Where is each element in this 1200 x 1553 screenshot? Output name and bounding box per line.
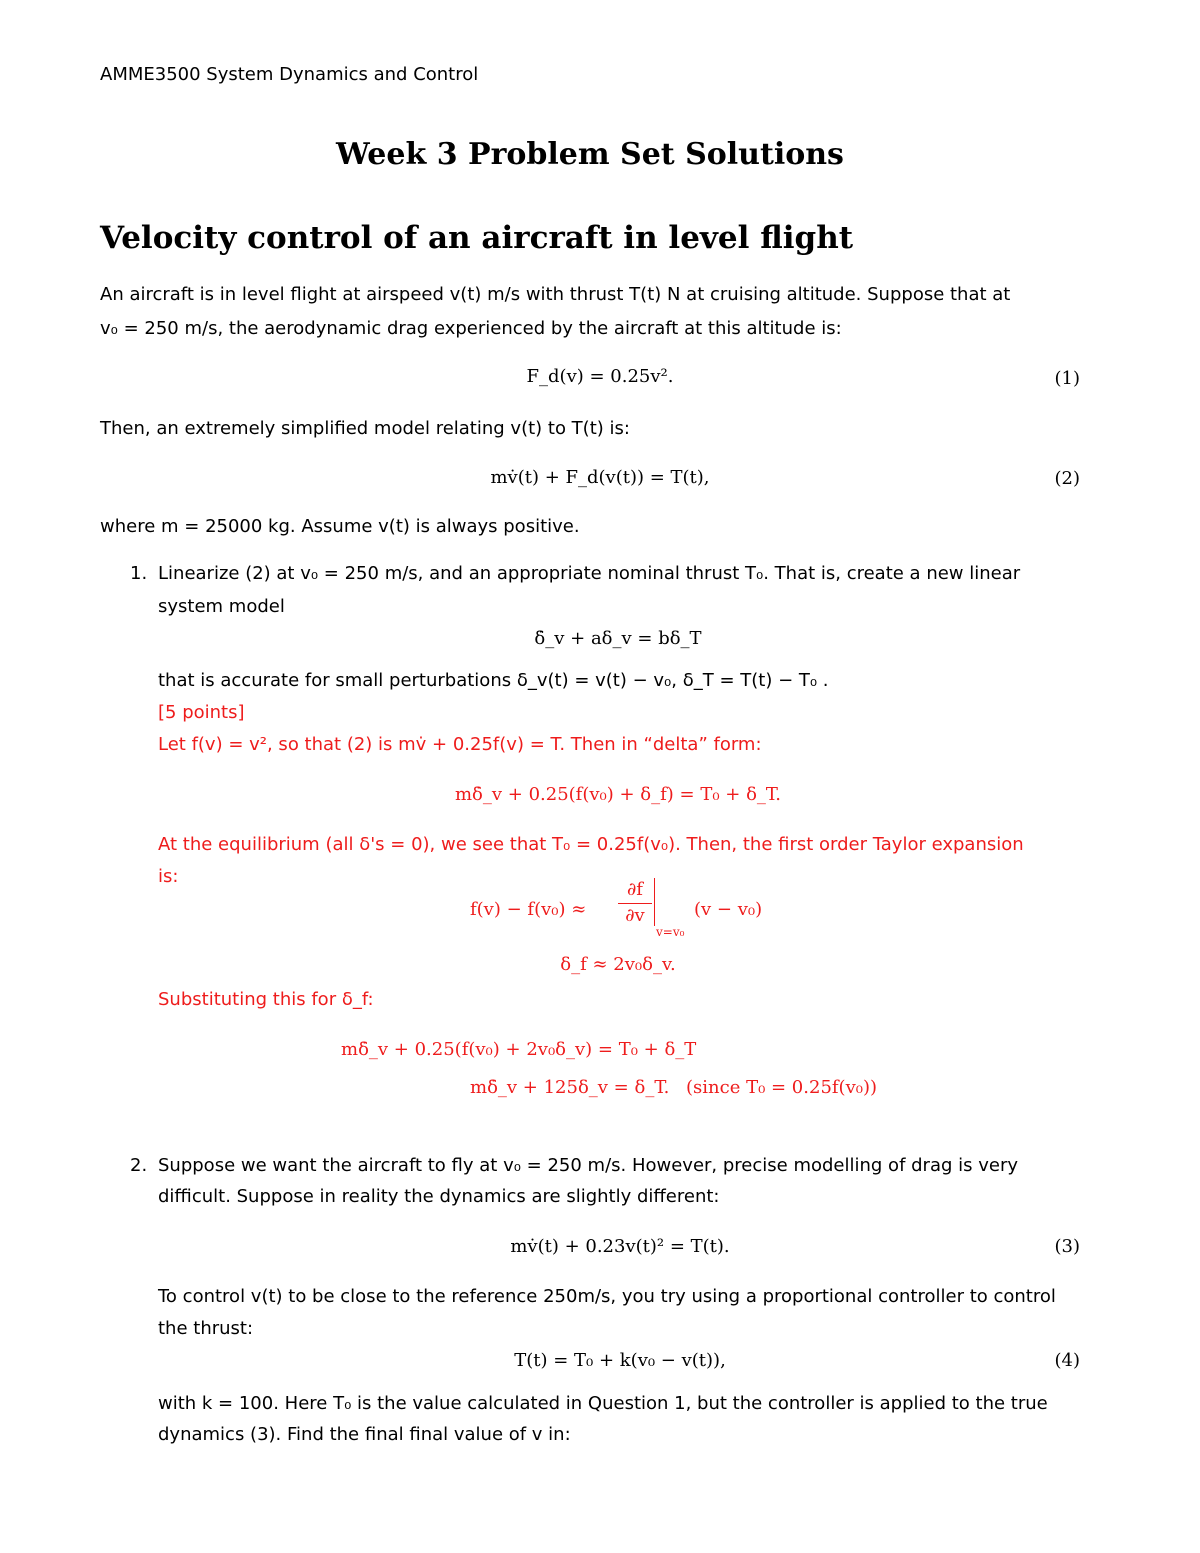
question-1-number: 1. [130,563,148,584]
equation-1-number: (1) [1054,368,1080,389]
taylor-numerator: ∂f [627,879,643,900]
equation-2: mv̇(t) + F_d(v(t)) = T(t), [490,467,710,488]
taylor-evaluation-bar [654,878,655,926]
solution-1-delta-equation: mδ̇_v + 0.25(f(v₀) + δ_f) = T₀ + δ_T. [454,784,782,805]
solution-1-substituted-equation: mδ̇_v + 0.25(f(v₀) + 2v₀δ_v) = T₀ + δ_T [341,1039,697,1060]
equation-3-number: (3) [1054,1236,1080,1257]
equation-1: F_d(v) = 0.25v². [526,366,674,387]
question-2-line-6: dynamics (3). Find the final final value of v in: [158,1424,571,1445]
question-2-line-2: difficult. Suppose in reality the dynamics are slightly different: [158,1186,720,1207]
question-2-number: 2. [130,1155,148,1176]
taylor-denominator: ∂v [625,905,645,926]
question-2-line-4: the thrust: [158,1318,254,1339]
solution-1-line-3: is: [158,866,179,887]
question-1-line-3: that is accurate for small perturbations δ_v(t) = v(t) − v₀, δ_T = T(t) − T₀ . [158,670,829,691]
taylor-lhs: f(v) − f(v₀) ≈ [470,899,587,920]
page-title: Week 3 Problem Set Solutions [336,137,844,172]
solution-1-line-2: At the equilibrium (all δ's = 0), we see that T₀ = 0.25f(v₀). Then, the first order Taylor expansion [158,834,1024,855]
intro-line-4: where m = 25000 kg. Assume v(t) is always positive. [100,516,580,537]
intro-line-1: An aircraft is in level flight at airspeed v(t) m/s with thrust T(t) N at cruising altitude. Suppose that at [100,284,1011,305]
question-2-line-3: To control v(t) to be close to the reference 250m/s, you try using a proportional controller to control [158,1286,1056,1307]
solution-1-final-equation: mδ̇_v + 125δ_v = δ_T. [470,1077,670,1098]
taylor-subscript: v=v₀ [656,925,685,939]
taylor-fraction-bar [618,903,652,904]
solution-1-delta-f: δ_f ≈ 2v₀δ_v. [560,954,676,975]
intro-line-2: v₀ = 250 m/s, the aerodynamic drag experienced by the aircraft at this altitude is: [100,318,842,339]
question-2-line-1: Suppose we want the aircraft to fly at v₀ = 250 m/s. However, precise modelling of drag is very [158,1155,1019,1176]
section-title: Velocity control of an aircraft in level flight [100,220,854,256]
solution-1-line-1: Let f(v) = v², so that (2) is mv̇ + 0.25f(v) = T. Then in “delta” form: [158,734,762,755]
course-header: AMME3500 System Dynamics and Control [100,64,479,85]
equation-3: mv̇(t) + 0.23v(t)² = T(t). [510,1236,730,1257]
question-1-line-2: system model [158,596,285,617]
equation-4: T(t) = T₀ + k(v₀ − v(t)), [514,1350,726,1371]
question-1-model-equation: δ̇_v + aδ_v = bδ_T [534,628,702,649]
solution-1-line-4: Substituting this for δ_f: [158,989,374,1010]
equation-4-number: (4) [1054,1350,1080,1371]
question-2-line-5: with k = 100. Here T₀ is the value calculated in Question 1, but the controller is applied to the true [158,1393,1048,1414]
solution-1-final-note: (since T₀ = 0.25f(v₀)) [686,1077,878,1098]
taylor-rhs: (v − v₀) [694,899,763,920]
equation-2-number: (2) [1054,468,1080,489]
intro-line-3: Then, an extremely simplified model relating v(t) to T(t) is: [100,418,630,439]
question-1-line-1: Linearize (2) at v₀ = 250 m/s, and an appropriate nominal thrust T₀. That is, create a new linear [158,563,1021,584]
question-1-points: [5 points] [158,702,245,723]
